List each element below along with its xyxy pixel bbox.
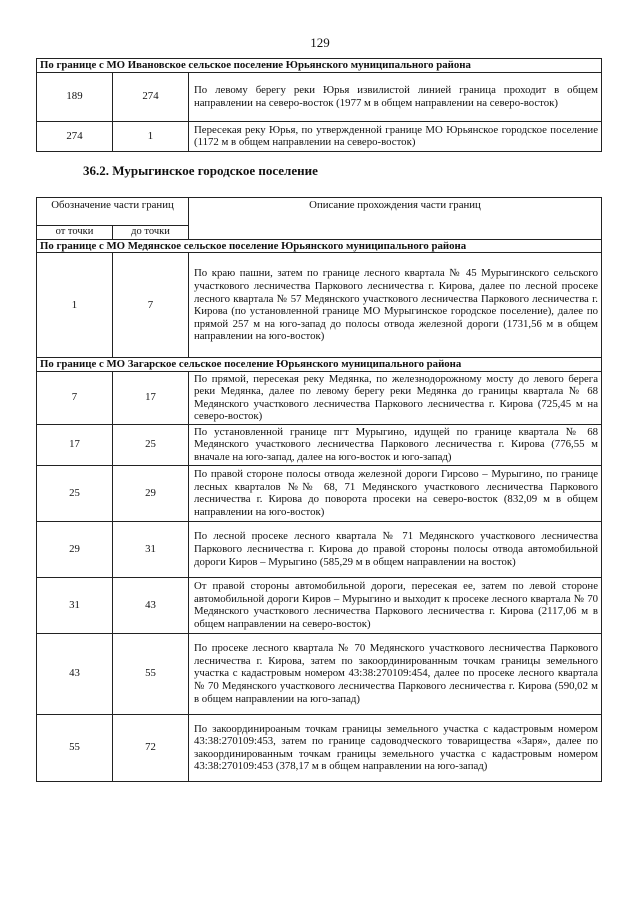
from-point: 29 — [37, 521, 113, 577]
from-point: 17 — [37, 424, 113, 465]
to-point: 72 — [113, 714, 189, 781]
designation-header: Обозначение части границ — [37, 198, 189, 226]
to-header: до точки — [113, 226, 189, 240]
boundary-description: По краю пашни, затем по границе лесного квартала № 45 Мурыгинского сельского участкового лесничества Паркового лесничества г. Кирова, далее по лесной просеке лесного квартала № 57 Медянского участкового лесничества Паркового лесничества г. Кирова (по установленной границе МО Мурыгинское городское поселение), далее по прямой 257 м на юго-запад до полосы отвода железной дороги (1731,56 м в общем направлении на юго-восток) — [189, 253, 602, 358]
to-point: 25 — [113, 424, 189, 465]
table-row — [37, 577, 602, 633]
page-number: 129 — [310, 35, 330, 50]
to-point: 17 — [113, 371, 189, 424]
to-point: 55 — [113, 633, 189, 714]
from-point: 43 — [37, 633, 113, 714]
boundary-description: От правой стороны автомобильной дороги, пересекая ее, затем по левой стороне автомобильной дороги Киров – Мурыгино и выходит к просеке лесного квартала № 70 Медянского участкового лесничества Паркового лесничества г. Кирова (2117,06 м в общем направлении на северо-восток) — [189, 577, 602, 633]
to-point: 7 — [113, 253, 189, 358]
boundary-description: По установленной границе пгт Мурыгино, идущей по границе квартала № 68 Медянского участкового лесничества Паркового лесничества г. Кирова (776,55 м вначале на юго-запад, далее на юго-восток и юго-запад) — [189, 424, 602, 465]
to-point: 29 — [113, 465, 189, 521]
table-row — [37, 371, 602, 424]
boundary-description: Пересекая реку Юрья, по утвержденной границе МО Юрьянское городское поселение (1172 м в общем направлении на северо-восток) — [189, 121, 602, 151]
boundary-description: По правой стороне полосы отвода железной дороги Гирсово – Мурыгино, по границе лесных кварталов №№ 68, 71 Медянского участкового лесничества Паркового лесничества г. Кирова до поворота просеки на северо-восток (832,09 м в общем направлении на юго-восток) — [189, 465, 602, 521]
to-point: 1 — [113, 121, 189, 151]
boundary-description: По просеке лесного квартала № 70 Медянского участкового лесничества Паркового лесничества г. Кирова, затем по закоординированным точкам границы земельного участка с кадастровым номером 43:38:270109:454, далее по просеке лесного квартала № 70 Медянского участкового лесничества Паркового лесничества г. Кирова (590,02 м в общем направлении на юго-запад) — [189, 633, 602, 714]
boundary-description: По прямой, пересекая реку Медянка, по железнодорожному мосту до левого берега реки Медянка, далее по левому берегу реки Медянка до границы квартала № 68 Медянского участкового лесничества Паркового лесничества г. Кирова (725,45 м на северо-восток) — [189, 371, 602, 424]
from-point: 274 — [37, 121, 113, 151]
from-point: 7 — [37, 371, 113, 424]
group-heading-row — [37, 239, 602, 253]
to-point: 274 — [113, 72, 189, 121]
from-point: 25 — [37, 465, 113, 521]
table-row — [37, 714, 602, 781]
boundary-description: По лесной просеке лесного квартала № 71 Медянского участкового лесничества Паркового лесничества г. Кирова до правой стороны полосы отвода автомобильной дороги Киров – Мурыгино (585,29 м в общем направлении на восток) — [189, 521, 602, 577]
boundary-description: По левому берегу реки Юрья извилистой линией граница проходит в общем направлении на северо-восток (1977 м в общем направлении на северо-восток) — [189, 72, 602, 121]
to-point: 31 — [113, 521, 189, 577]
table-row — [37, 521, 602, 577]
group-heading-row — [37, 59, 602, 73]
from-point: 1 — [37, 253, 113, 358]
from-header: от точки — [37, 226, 113, 240]
group-heading: По границе с МО Медянское сельское поселение Юрьянского муниципального района — [37, 239, 602, 253]
group-heading: По границе с МО Ивановское сельское поселение Юрьянского муниципального района — [37, 59, 602, 73]
description-header: Описание прохождения части границ — [189, 198, 602, 240]
header-row — [37, 198, 602, 226]
boundary-table-ivanovskoe — [36, 58, 602, 152]
table-row — [37, 253, 602, 358]
table-row — [37, 465, 602, 521]
group-heading-row — [37, 358, 602, 372]
boundary-description: По закоординироаным точкам границы земельного участка с кадастровым номером 43:38:270109:453, затем по границе садоводческого товарищества «Заря», далее по закоординированным точкам границы земельного участка с кадастровым номером 43:38:270109:453 (378,17 м в общем направлении на юго-запад) — [189, 714, 602, 781]
section-heading: 36.2. Мурыгинское городское поселение — [83, 163, 318, 178]
table-row — [37, 633, 602, 714]
table-row — [37, 72, 602, 121]
group-heading: По границе с МО Загарское сельское поселение Юрьянского муниципального района — [37, 358, 602, 372]
to-point: 43 — [113, 577, 189, 633]
table-row — [37, 121, 602, 151]
from-point: 31 — [37, 577, 113, 633]
from-point: 55 — [37, 714, 113, 781]
boundary-table-murygino — [36, 197, 602, 782]
table-row — [37, 424, 602, 465]
from-point: 189 — [37, 72, 113, 121]
